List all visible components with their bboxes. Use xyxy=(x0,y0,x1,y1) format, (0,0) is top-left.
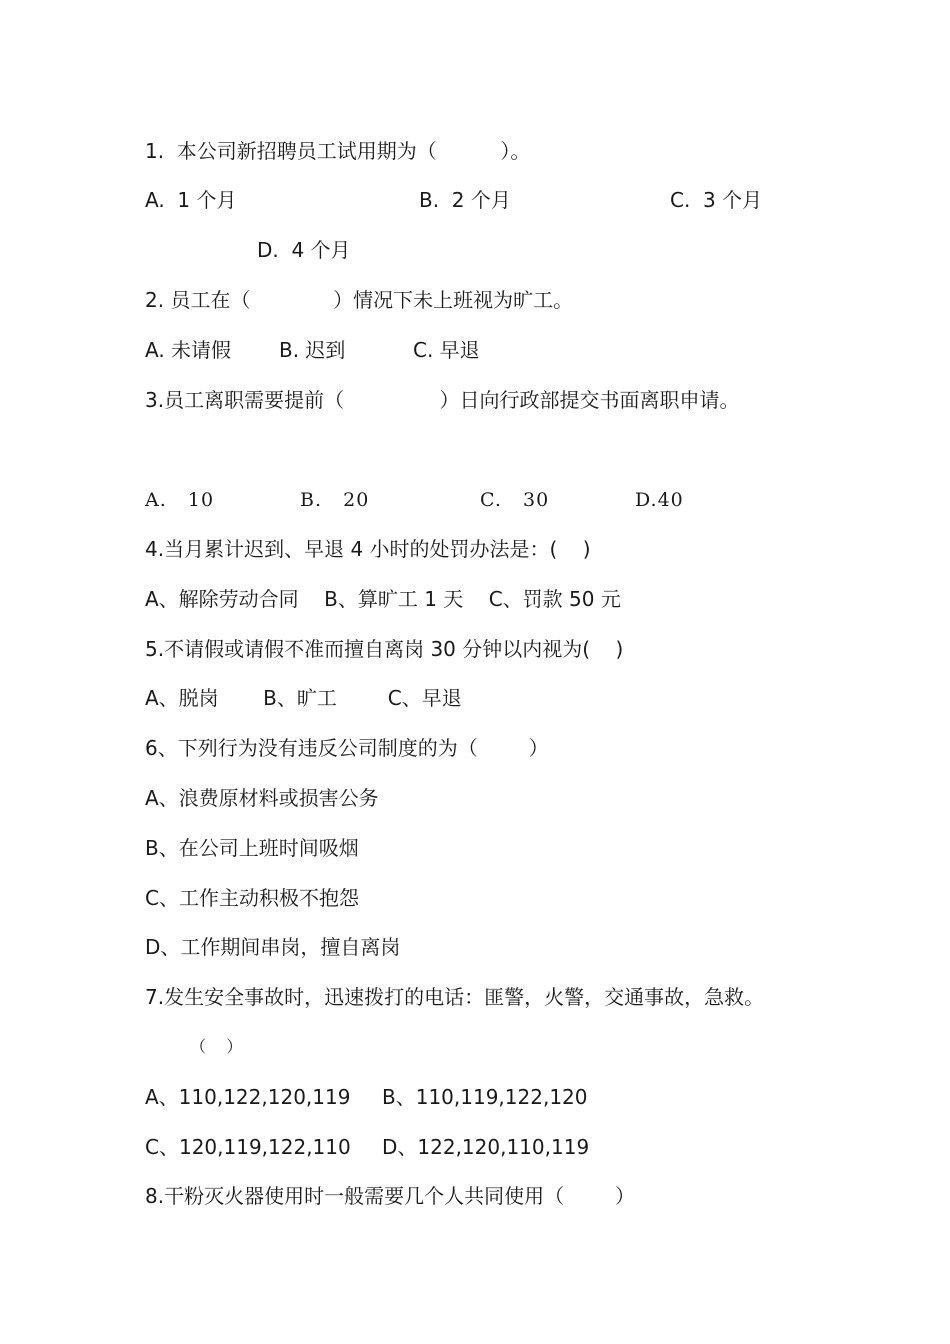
question-7-option-d: D、122,120,110,119 xyxy=(382,1135,590,1159)
question-7-option-c: C、120,119,122,110 xyxy=(145,1135,351,1159)
question-4-stem: 4.当月累计迟到、早退 4 小时的处罚办法是：( ) xyxy=(145,537,591,561)
question-8-stem: 8.干粉灭火器使用时一般需要几个人共同使用（ ） xyxy=(145,1184,635,1208)
question-6-option-c: C、工作主动积极不抱怨 xyxy=(145,886,359,910)
question-3-option-d: D.40 xyxy=(635,489,684,511)
question-7-stem: 7.发生安全事故时，迅速拨打的电话：匪警，火警，交通事故，急救。 xyxy=(145,985,765,1009)
question-6-option-a: A、浪费原材料或损害公务 xyxy=(145,786,379,810)
question-6-option-d: D、工作期间串岗，擅自离岗 xyxy=(145,935,401,959)
question-7-blank: （ ） xyxy=(190,1037,243,1056)
question-5-stem: 5.不请假或请假不准而擅自离岗 30 分钟以内视为( ) xyxy=(145,637,624,661)
question-2-option-a: A. 未请假 xyxy=(145,338,232,362)
question-2-option-c: C. 早退 xyxy=(413,338,480,362)
question-7-option-b: B、110,119,122,120 xyxy=(382,1085,588,1109)
question-6-stem: 6、下列行为没有违反公司制度的为（ ） xyxy=(145,736,549,760)
question-2-option-b: B. 迟到 xyxy=(279,338,346,362)
question-3-option-b: B. 20 xyxy=(300,489,370,511)
question-7-option-a: A、110,122,120,119 xyxy=(145,1085,351,1109)
question-1-option-b: B. 2 个月 xyxy=(419,188,511,212)
question-6-option-b: B、在公司上班时间吸烟 xyxy=(145,836,359,860)
question-4-options: A、解除劳动合同 B、算旷工 1 天 C、罚款 50 元 xyxy=(145,587,621,611)
question-3-option-a: A. 10 xyxy=(145,489,215,511)
question-3-stem: 3.员工离职需要提前（ ）日向行政部提交书面离职申请。 xyxy=(145,388,740,412)
question-2-stem: 2. 员工在（ ）情况下未上班视为旷工。 xyxy=(145,288,574,312)
question-1-stem: 1. 本公司新招聘员工试用期为（ ）。 xyxy=(145,139,531,163)
question-5-options: A、脱岗 B、旷工 C、早退 xyxy=(145,686,462,710)
question-1-option-c: C. 3 个月 xyxy=(670,188,763,212)
question-1-option-d: D. 4 个月 xyxy=(257,238,351,262)
question-1-option-a: A. 1 个月 xyxy=(145,188,237,212)
question-3-option-c: C. 30 xyxy=(480,489,550,511)
